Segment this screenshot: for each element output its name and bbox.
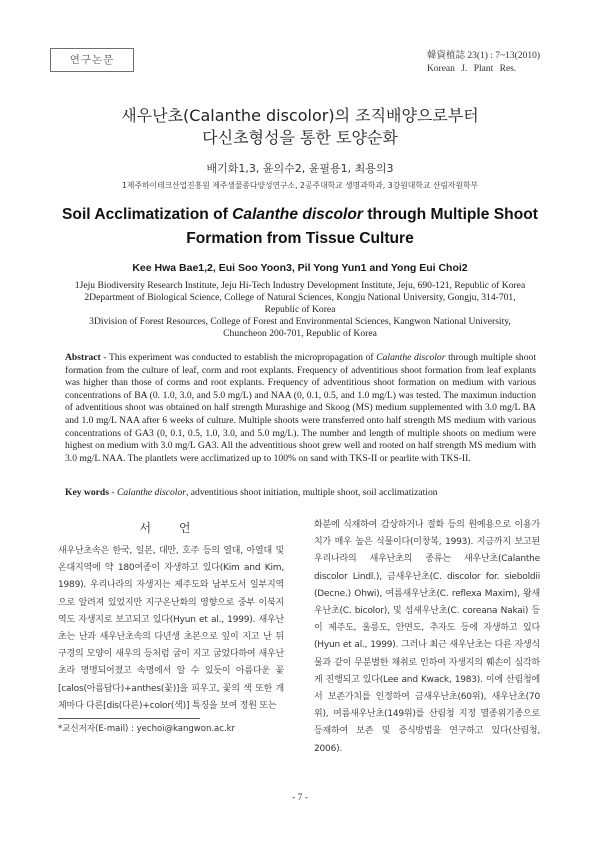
abstract [65,352,536,465]
korean-title [0,105,600,149]
journal-volume-line: 韓資植誌 23(1) : 7~13(2010) [426,51,540,61]
english-title [60,203,540,251]
corresponding-author-footnote: *교신저자(E-mail) : yechoi@kangwon.ac.kr [58,724,236,734]
keywords: Key words - Calanthe discolor, adventitious shoot initiation, multiple shoot, soil acclimatization [65,487,438,498]
introduction-heading: 서 언 [139,521,203,535]
keywords-label: Key words [65,487,109,498]
affiliation-3: 3Division of Forest Resources, College of Forest and Environmental Sciences, Kangwon National University, Chuncheon 200-701, Republic of Korea [89,316,511,339]
english-title-suffix: through Multiple Shoot [362,206,538,223]
english-title-line1 [60,203,540,227]
english-authors: Kee Hwa Bae1,2, Eui Soo Yoon3, Pil Yong Yun1 and Yong Eui Choi2 [132,262,468,274]
keywords-species: Calanthe discolor [116,487,186,498]
abstract-text-2: through multiple shoot formation from the culture of leaf, corm and root explants. Frequency of adventitious shoot formation from leaf explants was higher than those of corms and root explants. Frequency of adventitious shoot formation on medium with various concentrations of BA (0. 1.0, 3.0, and 5.0 mg/L) and NAA (0, 0.1, 0.5, and 1.0 mg/L) was tested. The maximun induction of adventitious shoot was obtained on half strength Murashige and Skoog (MS) medium supplemented with 3.0 mg/L BA and 1.0 mg/L NAA after 6 weeks of culture. Multiple shoots were transferred onto half strength MS medium with various concentrations of GA3 (0, 0.1, 0.5, 1.0, 3.0, and 5.0 mg/L). The number and length of multiple shoots on medium were highest on medium with 3.0 mg/L GA3. All the adventitious shoot grew well and rooted on half strength MS medium with 3.0 mg/L NAA. The plantlets were acclimatized up to 100% on sand with TKS-II or pearlite with TKS-II. [65,352,536,464]
body-column-left [58,519,284,715]
footnote-rule [58,718,200,719]
affiliation-1: 1Jeju Biodiversity Research Institute, Jeju Hi-Tech Industry Development Institute, Jeju, 690-121, Republic of Korea [74,280,526,291]
affiliation-2: 2Department of Biological Science, College of Natural Sciences, Kongju National University, Gongju, 314-701, Republic of Korea [84,292,516,315]
abstract-species: Calanthe discolor [376,352,446,363]
page-number: - 7 - [292,793,308,803]
journal-name-line: Korean J. Plant Res. [426,64,517,74]
abstract-label: Abstract [65,352,101,363]
intro-paragraph-right: 화분에 식재하여 감상하거나 절화 등의 원예용으로 이용가치가 매우 높은 식물이다(이창복, 1993). 지금까지 보고된 우리나라의 새우난초의 종류는 새우난초(Calanthe discolor Lindl.), 금새우난초(C. discolor for. sieboldii (Decne.) Ohwi), 여름새우난초(C. reflexa Maxim), 왕새우난초(C. bicolor), 및 섬새우난초(C. coreana Nakai) 등이 제주도, 울릉도, 안면도, 추자도 등에 자생하고 있다(Hyun et al., 1999). 그러나 최근 새우난초는 다른 자생식물과 같이 무분별한 채취로 인하여 자생지의 훼손이 심각하게 진행되고 있다(Lee and Kwack, 1983). 이에 산림청에서 보존가치를 인정하여 금새우난초(60위), 새우난초(70위), 여름새우난초(149위)를 산림청 지정 멸종위기종으로 등재하여 보존 및 증식방법을 연구하고 있다(산림청, 2006). [314,520,540,754]
article-type-badge: 연구논문 [50,48,134,72]
korean-authors: 배기화1,3, 윤의수2, 윤필용1, 최용의3 [206,162,394,175]
keywords-rest: , adventitious shoot initiation, multiple shoot, soil acclimatization [186,487,438,498]
abstract-text-1: - This experiment was conducted to establish the micropropagation of [100,352,377,363]
journal-citation [427,50,540,76]
korean-title-line2: 다신초형성을 통한 토양순화 [202,128,398,147]
english-affiliations [70,280,530,340]
body-column-right [314,517,540,758]
korean-title-line1: 새우난초(Calanthe discolor)의 조직배양으로부터 [121,106,479,125]
english-title-species: Calanthe discolor [232,206,363,223]
english-title-prefix: Soil Acclimatization of [62,206,233,223]
intro-paragraph-left: 새우난초속은 한국, 일본, 대만, 호주 등의 열대, 아열대 및 온대지역에 약 180여종이 자생하고 있다(Kim and Kim, 1989). 우리나라의 자생지는 제주도와 남부도서 일부지역으로 알려져 있었지만 지구온난화의 영향으로 중부 이북지역도 자생지로 보고되고 있다(Hyun et al., 1999). 새우난초는 난과 새우난초속의 다년생 초본으로 잎이 지고 난 뒤 구경의 모양이 새우의 등처럼 굽이 지고 굽었다하여 새우난초라 명명되어졌고 속명에서 알 수 있듯이 아름다운 꽃[calos(아름답다)+anthes(꽃)]을 피우고, 꽃의 색 또한 개체마다 다른[dis(다른)+color(색)] 특징을 보여 정원 또는 [58,546,284,711]
korean-affiliations: 1제주하이테크산업진흥원 제주생물종다양성연구소, 2공주대학교 생명과학과, 3강원대학교 산림자원학부 [121,181,479,190]
english-title-line2: Formation from Tissue Culture [186,230,414,247]
